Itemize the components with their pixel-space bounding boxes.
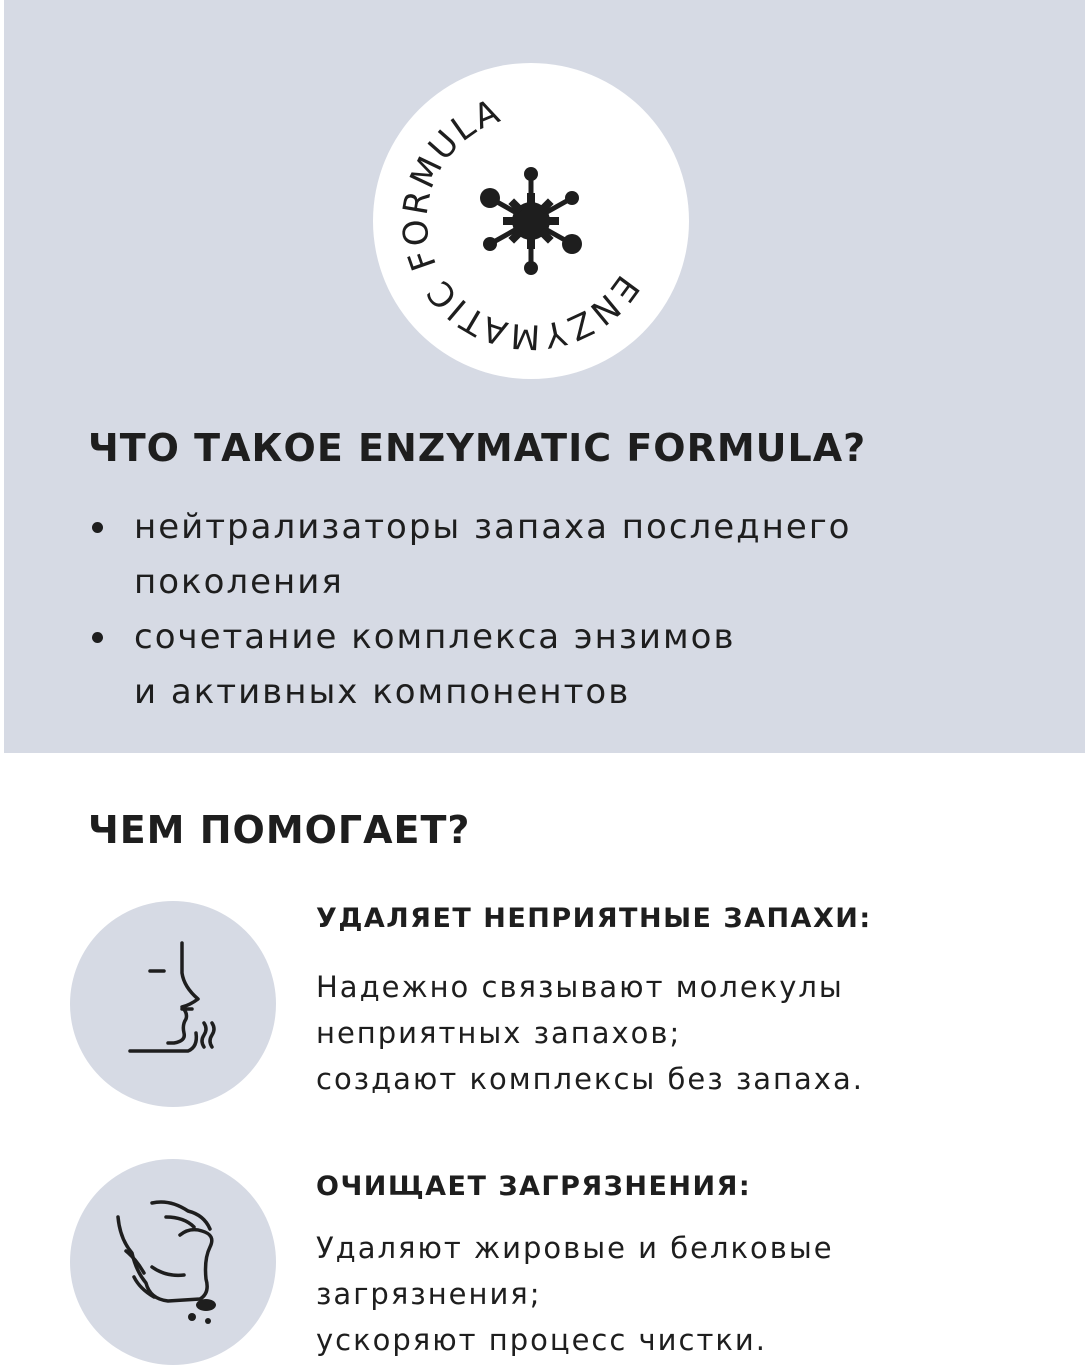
description-line: Надежно связывают молекулы — [316, 970, 844, 1004]
benefit-title-dirt: ОЧИЩАЕТ ЗАГРЯЗНЕНИЯ: — [316, 1171, 752, 1202]
bullet-line: и активных компонентов — [134, 672, 631, 712]
bullet-line: поколения — [134, 562, 344, 602]
bullet-dot — [92, 522, 103, 533]
badge-arc-text: ENZYMATIC FORMULA — [395, 91, 647, 357]
benefit-description-dirt — [316, 1225, 1056, 1363]
what-is-bullets — [88, 500, 1048, 720]
benefit-icon-circle — [70, 901, 276, 1107]
bullet-dot — [92, 632, 103, 643]
description-line: неприятных запахов; — [316, 1016, 682, 1050]
description-line: ускоряют процесс чистки. — [316, 1323, 767, 1357]
list-item — [88, 610, 1048, 720]
how-it-helps-title: ЧЕМ ПОМОГАЕТ? — [88, 808, 471, 852]
bullet-line: нейтрализаторы запаха последнего — [134, 507, 852, 547]
list-item — [88, 500, 1048, 610]
what-is-title: ЧТО ТАКОЕ ENZYMATIC FORMULA? — [88, 426, 867, 470]
bullet-line: сочетание комплекса энзимов — [134, 617, 736, 657]
benefit-description-odors — [316, 964, 1056, 1102]
hand-cleaning-icon — [70, 1159, 276, 1365]
description-line: загрязнения; — [316, 1277, 542, 1311]
face-breath-icon — [70, 901, 276, 1107]
description-line: создают комплексы без запаха. — [316, 1062, 864, 1096]
description-line: Удаляют жировые и белковые — [316, 1231, 834, 1265]
benefit-title-odors: УДАЛЯЕТ НЕПРИЯТНЫЕ ЗАПАХИ: — [316, 903, 872, 934]
benefit-icon-circle — [70, 1159, 276, 1365]
enzymatic-formula-badge — [372, 62, 690, 380]
molecule-icon — [372, 62, 690, 380]
